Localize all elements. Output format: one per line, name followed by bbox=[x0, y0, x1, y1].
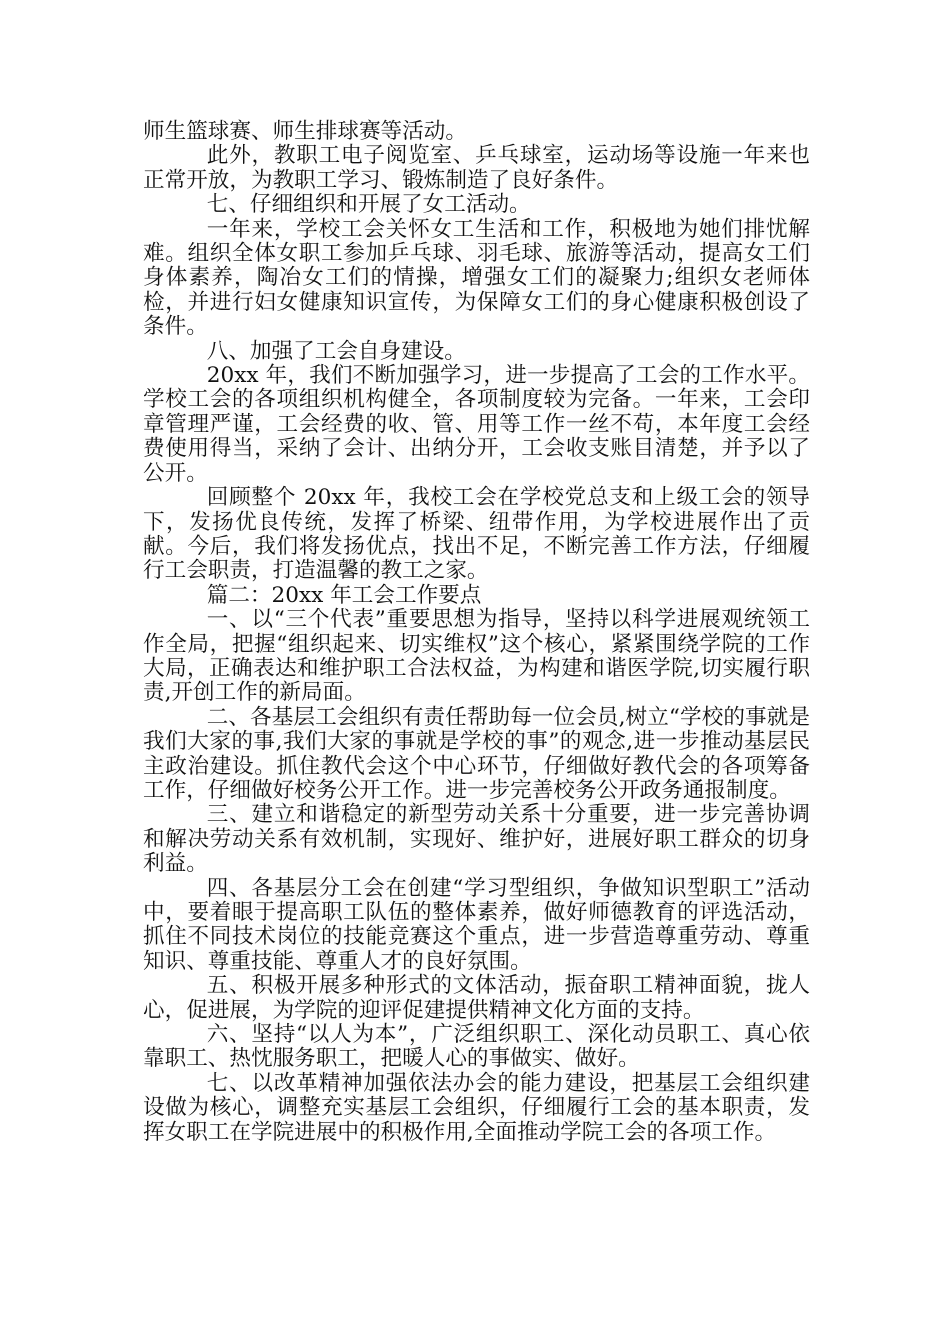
point-2: 二、各基层工会组织有责任帮助每一位会员,树立“学校的事就是我们大家的事,我们大家的事就是学校的事”的观念,进一步推动基层民主政治建设。抓住教代会这个中心环节，仔细做好教代会的各项筹备工作，仔细做好校务公开工作。进一步完善校务公开政务通报制度。 bbox=[143, 704, 810, 803]
paragraph-7: 回顾整个 20xx 年，我校工会在学校党总支和上级工会的领导下，发扬优良传统，发挥了桥梁、纽带作用，为学校进展作出了贡献。今后，我们将发扬优点，找出不足，不断完善工作方法，仔细履行工会职责，打造温馨的教工之家。 bbox=[143, 485, 810, 584]
paragraph-1: 师生篮球赛、师生排球赛等活动。 bbox=[143, 119, 467, 144]
point-7: 七、以改革精神加强依法办会的能力建设，把基层工会组织建设做为核心，调整充实基层工会组织，仔细履行工会的基本职责，发挥女职工在学院进展中的积极作用,全面推动学院工会的各项工作。 bbox=[143, 1070, 810, 1145]
point-1: 一、以“三个代表”重要思想为指导，坚持以科学进展观统领工作全局，把握“组织起来、切实维权”这个核心，紧紧围绕学院的工作大局，正确表达和维护职工合法权益，为构建和谐医学院,切实履行职责,开创工作的新局面。 bbox=[143, 607, 810, 706]
paragraph-4: 一年来，学校工会关怀女工生活和工作，积极地为她们排忧解难。组织全体女职工参加乒乓球、羽毛球、旅游等活动，提高女工们身体素养，陶冶女工们的情操，增强女工们的凝聚力;组织女老师体检，并进行妇女健康知识宣传，为保障女工们的身心健康积极创设了条件。 bbox=[143, 216, 810, 340]
point-4: 四、各基层分工会在创建“学习型组织，争做知识型职工”活动中，要着眼于提高职工队伍的整体素养，做好师德教育的评选活动，抓住不同技术岗位的技能竞赛这个重点，进一步营造尊重劳动、尊重知识、尊重技能、尊重人才的良好氛围。 bbox=[143, 875, 810, 974]
section-heading-8: 八、加强了工会自身建设。 bbox=[206, 338, 466, 364]
point-6: 六、坚持“以人为本”，广泛组织职工、深化动员职工、真心依靠职工、热忱服务职工，把暖人心的事做实、做好。 bbox=[143, 1022, 810, 1072]
paragraph-6: 20xx 年，我们不断加强学习，进一步提高了工会的工作水平。学校工会的各项组织机构健全，各项制度较为完备。一年来，工会印章管理严谨，工会经费的收、管、用等工作一丝不苟，本年度工会经费使用得当，采纳了会计、出纳分开，工会收支账目清楚，并予以了公开。 bbox=[143, 363, 810, 486]
paragraph-2: 此外，教职工电子阅览室、乒乓球室，运动场等设施一年来也正常开放，为教职工学习、锻炼制造了良好条件。 bbox=[143, 143, 810, 193]
part-two-heading: 篇二：20xx 年工会工作要点 bbox=[206, 582, 482, 608]
point-5: 五、积极开展多种形式的文体活动，振奋职工精神面貌，拢人心，促进展，为学院的迎评促建提供精神文化方面的支持。 bbox=[143, 973, 810, 1023]
section-heading-7: 七、仔细组织和开展了女工活动。 bbox=[206, 192, 531, 218]
document-body bbox=[143, 120, 810, 1145]
point-3: 三、建立和谐稳定的新型劳动关系十分重要，进一步完善协调和解决劳动关系有效机制，实现好、维护好，进展好职工群众的切身利益。 bbox=[143, 802, 810, 877]
